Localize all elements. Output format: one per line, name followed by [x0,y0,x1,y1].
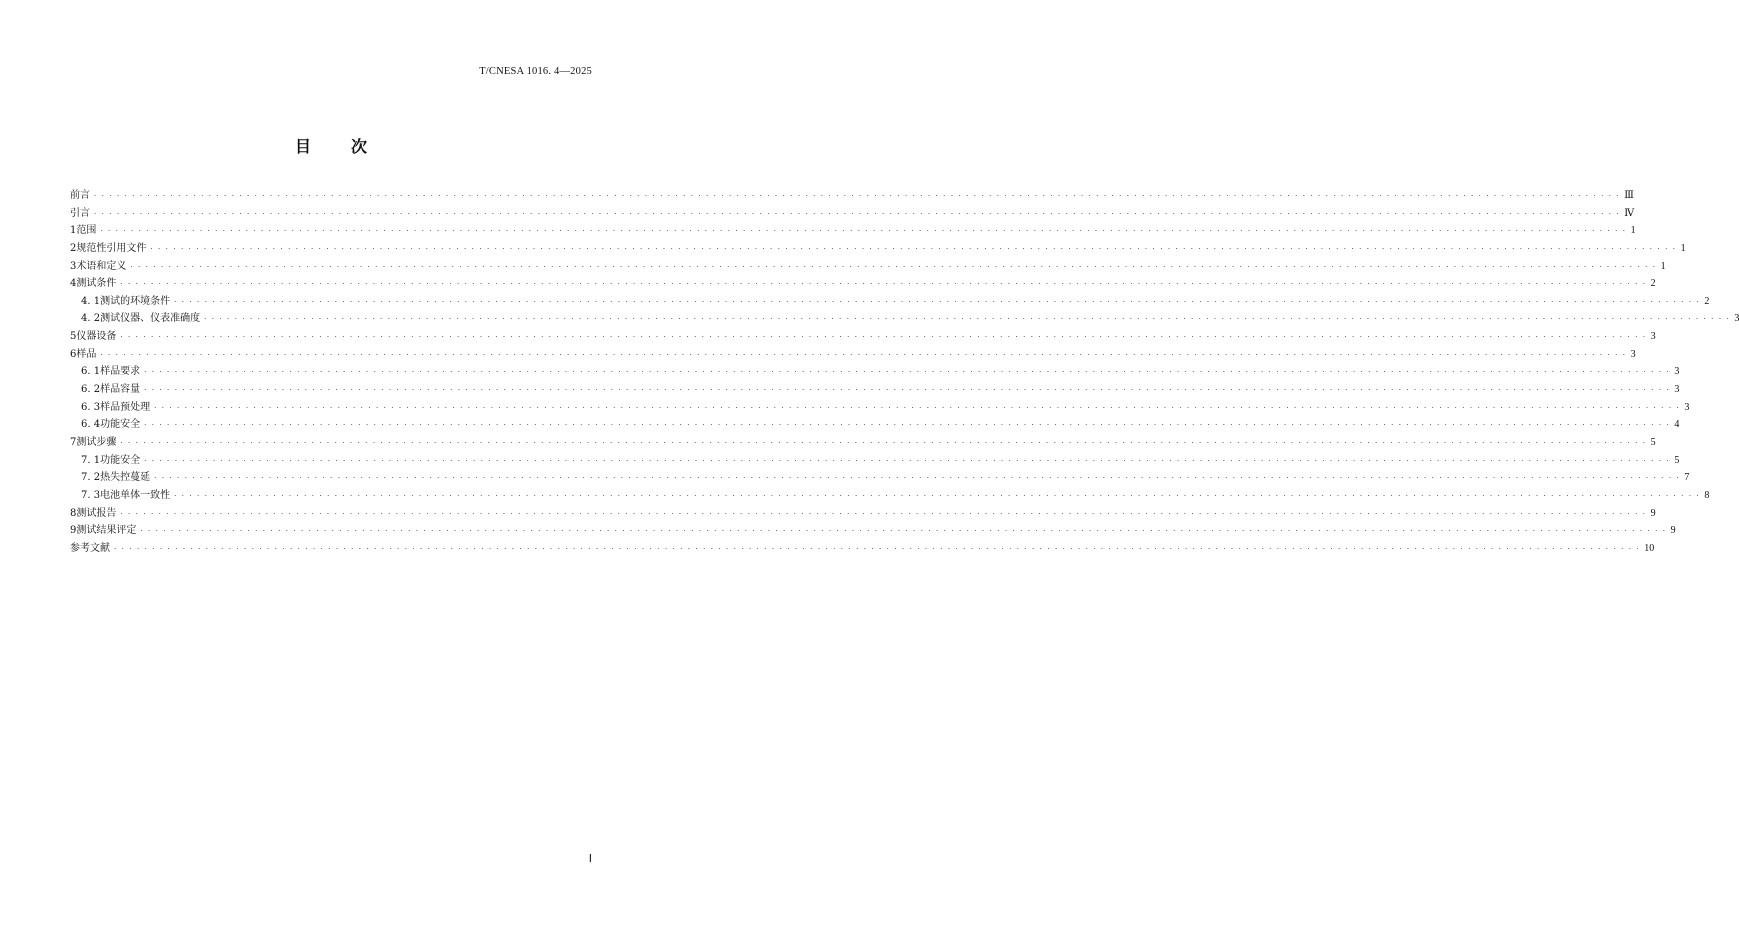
toc-leader-dots: · · · · · · · · · · · · · · · · · · · · · · · · · · · · · · · · · · · · · · · · · · · · · · · · · · · · · · · · · · · · · · · · · · · · · · · · · · · · · · · · · · · · · · · · · · · · · · · · · · · · · · · · · · · · · · · · · · · · · · · · · · · · · · · · · · · · · · · · · · · · · · · · · · · · · · · · · · · · · · · · · · · · · · · · · · · · · · · · · · · · · · · · · · · · · · · · · · · · · · · · [144,421,1671,430]
toc-entry-number: 5 [70,331,77,343]
toc-entry-number: 6 [70,348,77,360]
toc-entry-page: 3 [1734,313,1739,325]
standard-code: T/CNESA 1016. 4—2025 [479,66,592,77]
toc-entry[interactable] [70,205,1635,223]
toc-leader-dots: · · · · · · · · · · · · · · · · · · · · · · · · · · · · · · · · · · · · · · · · · · · · · · · · · · · · · · · · · · · · · · · · · · · · · · · · · · · · · · · · · · · · · · · · · · · · · · · · · · · · · · · · · · · · · · · · · · · · · · · · · · · · · · · · · · · · · · · · · · · · · · · · · · · · · · · · · · · · · · · · · · · · · · · · · · · · · · · · · · · · · · · · · · · · · · · · · · · · · · · · [130,262,1657,271]
toc-entry[interactable] [70,487,1710,505]
toc-leader-dots: · · · · · · · · · · · · · · · · · · · · · · · · · · · · · · · · · · · · · · · · · · · · · · · · · · · · · · · · · · · · · · · · · · · · · · · · · · · · · · · · · · · · · · · · · · · · · · · · · · · · · · · · · · · · · · · · · · · · · · · · · · · · · · · · · · · · · · · · · · · · · · · · · · · · · · · · · · · · · · · · · · · · · · · · · · · · · · · · · · · · · · · · · · · · · · · · · · · · · · · · [144,456,1671,465]
toc-entry-page: 1 [1630,225,1636,237]
toc-entry[interactable] [70,240,1686,258]
toc-entry-page: 1 [1680,242,1686,254]
toc-entry[interactable] [70,452,1680,470]
toc-entry-number: 2 [70,242,77,254]
toc-entry[interactable] [70,363,1680,381]
toc-entry-page: 1 [1660,260,1666,272]
toc-entry-label: 测试结果评定 [76,525,137,537]
toc-entry-label: 术语和定义 [76,260,127,272]
toc-entry[interactable] [70,346,1636,364]
toc-entry-number: 4. 2 [81,313,101,325]
toc-entry[interactable] [70,310,1739,328]
toc-entry-label: 样品要求 [100,366,141,378]
toc-entry-label: 功能安全 [100,454,141,466]
toc-leader-dots: · · · · · · · · · · · · · · · · · · · · · · · · · · · · · · · · · · · · · · · · · · · · · · · · · · · · · · · · · · · · · · · · · · · · · · · · · · · · · · · · · · · · · · · · · · · · · · · · · · · · · · · · · · · · · · · · · · · · · · · · · · · · · · · · · · · · · · · · · · · · · · · · · · · · · · · · · · · · · · · · · · · · · · · · · · · · · · · · · · · · · · · · · · · · · · · · · · · · · · · · [174,491,1701,500]
toc-entry[interactable] [70,540,1655,558]
toc-entry-label: 热失控蔓延 [100,472,151,484]
toc-entry-page: 3 [1674,384,1680,396]
toc-entry[interactable] [70,505,1656,523]
toc-entry[interactable] [70,187,1634,205]
toc-leader-dots: · · · · · · · · · · · · · · · · · · · · · · · · · · · · · · · · · · · · · · · · · · · · · · · · · · · · · · · · · · · · · · · · · · · · · · · · · · · · · · · · · · · · · · · · · · · · · · · · · · · · · · · · · · · · · · · · · · · · · · · · · · · · · · · · · · · · · · · · · · · · · · · · · · · · · · · · · · · · · · · · · · · · · · · · · · · · · · · · · · · · · · · · · · · · · · · · · · · · · · · · [100,227,1627,236]
toc-entry[interactable] [70,416,1680,434]
toc-entry-label: 参考文献 [70,542,110,554]
toc-entry-number: 6. 3 [81,401,101,413]
toc-entry-number: 6. 4 [81,419,101,431]
toc-entry[interactable] [70,293,1710,311]
toc-entry-page: Ⅲ [1624,190,1634,201]
toc-entry[interactable] [70,381,1680,399]
toc-leader-dots: · · · · · · · · · · · · · · · · · · · · · · · · · · · · · · · · · · · · · · · · · · · · · · · · · · · · · · · · · · · · · · · · · · · · · · · · · · · · · · · · · · · · · · · · · · · · · · · · · · · · · · · · · · · · · · · · · · · · · · · · · · · · · · · · · · · · · · · · · · · · · · · · · · · · · · · · · · · · · · · · · · · · · · · · · · · · · · · · · · · · · · · · · · · · · · · · · · · · · · · · [150,244,1677,253]
toc-entry-page: 10 [1644,542,1655,554]
toc-entry-label: 前言 [70,190,90,201]
toc-entry-number: 4. 1 [81,295,101,307]
toc-entry-number: 9 [70,525,77,537]
toc-entry-label: 样品容量 [100,384,141,396]
toc-entry[interactable] [70,469,1690,487]
toc-entry-label: 范围 [76,225,97,237]
toc-leader-dots: · · · · · · · · · · · · · · · · · · · · · · · · · · · · · · · · · · · · · · · · · · · · · · · · · · · · · · · · · · · · · · · · · · · · · · · · · · · · · · · · · · · · · · · · · · · · · · · · · · · · · · · · · · · · · · · · · · · · · · · · · · · · · · · · · · · · · · · · · · · · · · · · · · · · · · · · · · · · · · · · · · · · · · · · · · · · · · · · · · · · · · · · · · · · · · · · · · · · · · · · [100,350,1627,359]
page-title: 目次 [294,137,407,156]
toc-entry-number: 6. 2 [81,384,101,396]
toc-entry-number: 3 [70,260,77,272]
toc-entry[interactable] [70,275,1656,293]
toc-entry-page: 3 [1630,348,1636,360]
toc-entry-page: 5 [1650,436,1656,448]
toc-entry-page: Ⅳ [1624,207,1635,219]
toc-entry-number: 6. 1 [81,366,101,378]
toc-entry-number: 7. 3 [81,489,101,501]
toc-entry[interactable] [70,328,1656,346]
toc-leader-dots: · · · · · · · · · · · · · · · · · · · · · · · · · · · · · · · · · · · · · · · · · · · · · · · · · · · · · · · · · · · · · · · · · · · · · · · · · · · · · · · · · · · · · · · · · · · · · · · · · · · · · · · · · · · · · · · · · · · · · · · · · · · · · · · · · · · · · · · · · · · · · · · · · · · · · · · · · · · · · · · · · · · · · · · · · · · · · · · · · · · · · · · · · · · · · · · · · · · · · · · · [114,544,1641,553]
toc-leader-dots: · · · · · · · · · · · · · · · · · · · · · · · · · · · · · · · · · · · · · · · · · · · · · · · · · · · · · · · · · · · · · · · · · · · · · · · · · · · · · · · · · · · · · · · · · · · · · · · · · · · · · · · · · · · · · · · · · · · · · · · · · · · · · · · · · · · · · · · · · · · · · · · · · · · · · · · · · · · · · · · · · · · · · · · · · · · · · · · · · · · · · · · · · · · · · · · · · · · · · · · · [120,333,1647,342]
toc-entry-page: 2 [1650,278,1656,290]
toc-entry-label: 测试仪器、仪表准确度 [100,313,201,325]
toc-entry-page: 3 [1684,401,1690,413]
toc-entry-page: 9 [1670,525,1676,537]
toc-entry-label: 样品 [76,348,97,360]
toc-entry-page: 7 [1684,472,1690,484]
toc-leader-dots: · · · · · · · · · · · · · · · · · · · · · · · · · · · · · · · · · · · · · · · · · · · · · · · · · · · · · · · · · · · · · · · · · · · · · · · · · · · · · · · · · · · · · · · · · · · · · · · · · · · · · · · · · · · · · · · · · · · · · · · · · · · · · · · · · · · · · · · · · · · · · · · · · · · · · · · · · · · · · · · · · · · · · · · · · · · · · · · · · · · · · · · · · · · · · · · · · · · · · · · · [120,280,1647,289]
toc-entry-page: 2 [1704,295,1710,307]
toc-leader-dots: · · · · · · · · · · · · · · · · · · · · · · · · · · · · · · · · · · · · · · · · · · · · · · · · · · · · · · · · · · · · · · · · · · · · · · · · · · · · · · · · · · · · · · · · · · · · · · · · · · · · · · · · · · · · · · · · · · · · · · · · · · · · · · · · · · · · · · · · · · · · · · · · · · · · · · · · · · · · · · · · · · · · · · · · · · · · · · · · · · · · · · · · · · · · · · · · · · · · · · · · [144,368,1671,377]
page-number: Ⅰ [588,853,592,865]
toc-leader-dots: · · · · · · · · · · · · · · · · · · · · · · · · · · · · · · · · · · · · · · · · · · · · · · · · · · · · · · · · · · · · · · · · · · · · · · · · · · · · · · · · · · · · · · · · · · · · · · · · · · · · · · · · · · · · · · · · · · · · · · · · · · · · · · · · · · · · · · · · · · · · · · · · · · · · · · · · · · · · · · · · · · · · · · · · · · · · · · · · · · · · · · · · · · · · · · · · · · · · · · · · [94,209,1621,218]
toc-entry[interactable] [70,434,1656,452]
toc-entry-label: 引言 [70,207,90,219]
toc-entry-number: 1 [70,225,77,237]
toc-entry-label: 仪器设备 [76,331,117,343]
toc-entry-label: 功能安全 [100,419,141,431]
toc-entry-number: 8 [70,507,77,519]
toc-entry-page: 8 [1704,489,1710,501]
toc-entry-number: 7. 1 [81,454,101,466]
toc-entry-number: 7. 2 [81,472,101,484]
toc-entry-page: 3 [1650,331,1656,343]
toc-entry-label: 测试步骤 [76,436,117,448]
toc-entry[interactable] [70,258,1666,276]
toc-leader-dots: · · · · · · · · · · · · · · · · · · · · · · · · · · · · · · · · · · · · · · · · · · · · · · · · · · · · · · · · · · · · · · · · · · · · · · · · · · · · · · · · · · · · · · · · · · · · · · · · · · · · · · · · · · · · · · · · · · · · · · · · · · · · · · · · · · · · · · · · · · · · · · · · · · · · · · · · · · · · · · · · · · · · · · · · · · · · · · · · · · · · · · · · · · · · · · · · · · · · · · · · [154,403,1681,412]
toc-entry-number: 7 [70,436,77,448]
toc-leader-dots: · · · · · · · · · · · · · · · · · · · · · · · · · · · · · · · · · · · · · · · · · · · · · · · · · · · · · · · · · · · · · · · · · · · · · · · · · · · · · · · · · · · · · · · · · · · · · · · · · · · · · · · · · · · · · · · · · · · · · · · · · · · · · · · · · · · · · · · · · · · · · · · · · · · · · · · · · · · · · · · · · · · · · · · · · · · · · · · · · · · · · · · · · · · · · · · · · · · · · · · · [154,474,1681,483]
toc-leader-dots: · · · · · · · · · · · · · · · · · · · · · · · · · · · · · · · · · · · · · · · · · · · · · · · · · · · · · · · · · · · · · · · · · · · · · · · · · · · · · · · · · · · · · · · · · · · · · · · · · · · · · · · · · · · · · · · · · · · · · · · · · · · · · · · · · · · · · · · · · · · · · · · · · · · · · · · · · · · · · · · · · · · · · · · · · · · · · · · · · · · · · · · · · · · · · · · · · · · · · · · · [120,509,1647,518]
toc-entry-page: 4 [1674,419,1680,431]
toc-leader-dots: · · · · · · · · · · · · · · · · · · · · · · · · · · · · · · · · · · · · · · · · · · · · · · · · · · · · · · · · · · · · · · · · · · · · · · · · · · · · · · · · · · · · · · · · · · · · · · · · · · · · · · · · · · · · · · · · · · · · · · · · · · · · · · · · · · · · · · · · · · · · · · · · · · · · · · · · · · · · · · · · · · · · · · · · · · · · · · · · · · · · · · · · · · · · · · · · · · · · · · · · [120,438,1647,447]
toc-leader-dots: · · · · · · · · · · · · · · · · · · · · · · · · · · · · · · · · · · · · · · · · · · · · · · · · · · · · · · · · · · · · · · · · · · · · · · · · · · · · · · · · · · · · · · · · · · · · · · · · · · · · · · · · · · · · · · · · · · · · · · · · · · · · · · · · · · · · · · · · · · · · · · · · · · · · · · · · · · · · · · · · · · · · · · · · · · · · · · · · · · · · · · · · · · · · · · · · · · · · · · · · [174,297,1701,306]
toc-entry-page: 9 [1650,507,1656,519]
toc-leader-dots: · · · · · · · · · · · · · · · · · · · · · · · · · · · · · · · · · · · · · · · · · · · · · · · · · · · · · · · · · · · · · · · · · · · · · · · · · · · · · · · · · · · · · · · · · · · · · · · · · · · · · · · · · · · · · · · · · · · · · · · · · · · · · · · · · · · · · · · · · · · · · · · · · · · · · · · · · · · · · · · · · · · · · · · · · · · · · · · · · · · · · · · · · · · · · · · · · · · · · · · · [140,527,1667,536]
toc-entry-label: 测试报告 [76,507,117,519]
toc-entry-label: 样品预处理 [100,401,151,413]
toc-entry-page: 3 [1674,366,1680,378]
toc-entry-number: 4 [70,278,77,290]
toc-entry-label: 测试条件 [76,278,117,290]
table-of-contents [70,187,1739,557]
toc-leader-dots: · · · · · · · · · · · · · · · · · · · · · · · · · · · · · · · · · · · · · · · · · · · · · · · · · · · · · · · · · · · · · · · · · · · · · · · · · · · · · · · · · · · · · · · · · · · · · · · · · · · · · · · · · · · · · · · · · · · · · · · · · · · · · · · · · · · · · · · · · · · · · · · · · · · · · · · · · · · · · · · · · · · · · · · · · · · · · · · · · · · · · · · · · · · · · · · · · · · · · · · · [204,315,1731,324]
toc-entry-label: 规范性引用文件 [76,242,147,254]
toc-entry-label: 测试的环境条件 [100,295,171,307]
toc-entry[interactable] [70,222,1636,240]
toc-leader-dots: · · · · · · · · · · · · · · · · · · · · · · · · · · · · · · · · · · · · · · · · · · · · · · · · · · · · · · · · · · · · · · · · · · · · · · · · · · · · · · · · · · · · · · · · · · · · · · · · · · · · · · · · · · · · · · · · · · · · · · · · · · · · · · · · · · · · · · · · · · · · · · · · · · · · · · · · · · · · · · · · · · · · · · · · · · · · · · · · · · · · · · · · · · · · · · · · · · · · · · · · [144,386,1671,395]
toc-entry-label: 电池单体一致性 [100,489,171,501]
toc-leader-dots: · · · · · · · · · · · · · · · · · · · · · · · · · · · · · · · · · · · · · · · · · · · · · · · · · · · · · · · · · · · · · · · · · · · · · · · · · · · · · · · · · · · · · · · · · · · · · · · · · · · · · · · · · · · · · · · · · · · · · · · · · · · · · · · · · · · · · · · · · · · · · · · · · · · · · · · · · · · · · · · · · · · · · · · · · · · · · · · · · · · · · · · · · · · · · · · · · · · · · · · · [94,192,1621,200]
toc-entry[interactable] [70,399,1690,417]
toc-entry[interactable] [70,522,1676,540]
toc-entry-page: 5 [1674,454,1680,466]
